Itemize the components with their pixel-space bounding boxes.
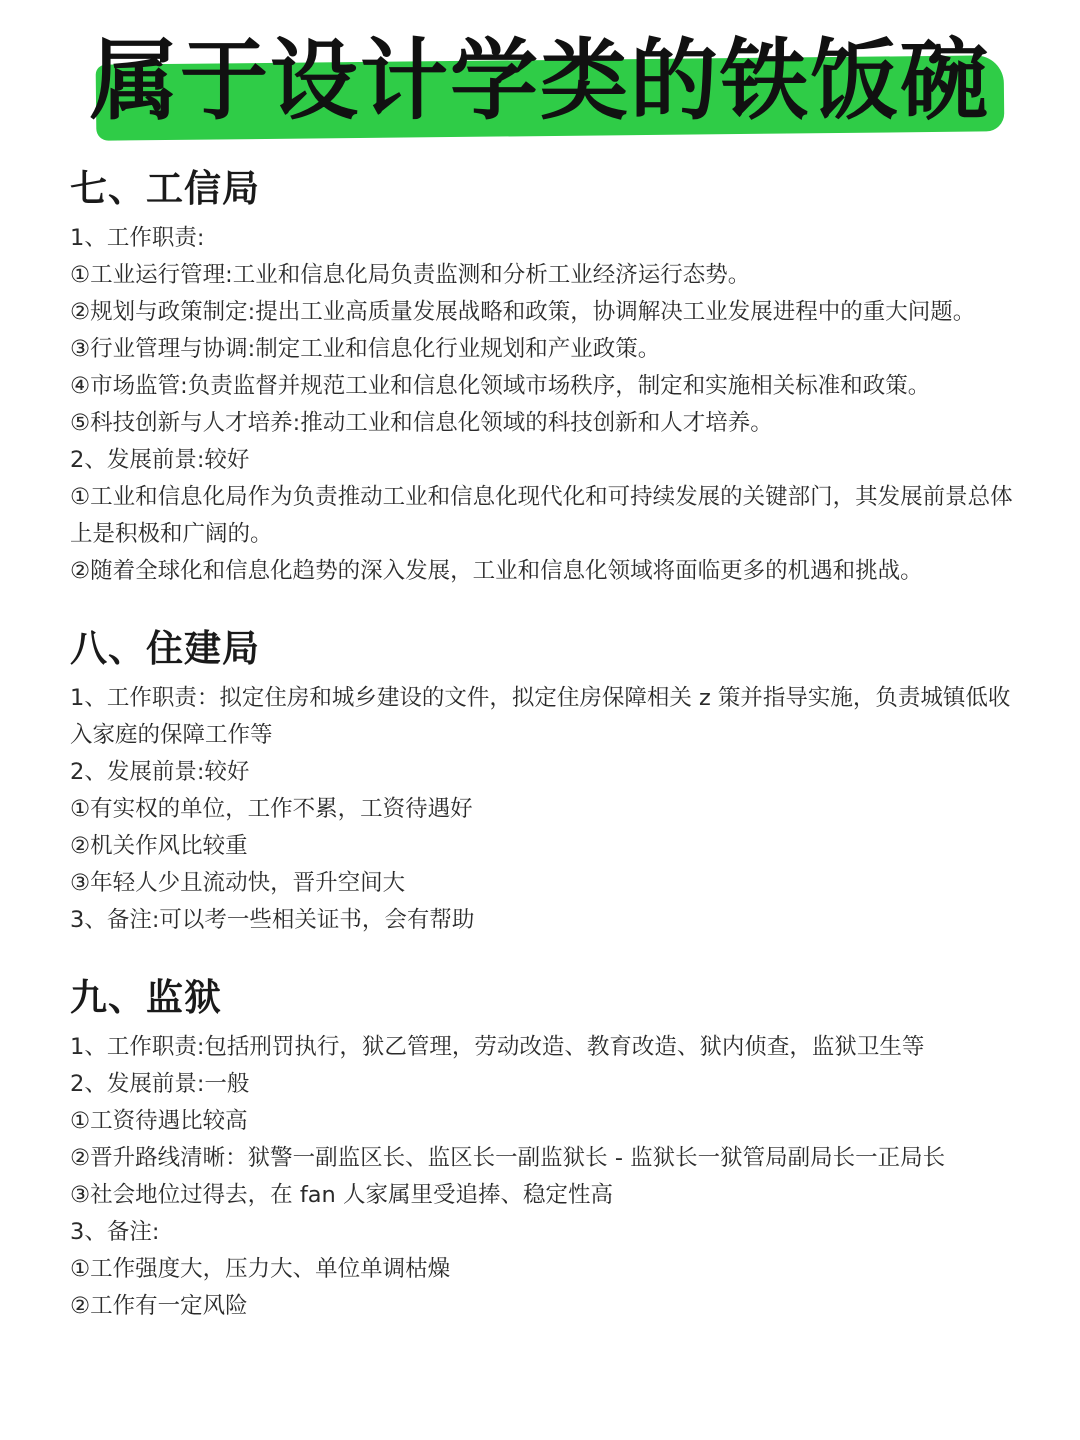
text-line: ④市场监管:负责监督并规范工业和信息化领域市场秩序，制定和实施相关标准和政策。 [70, 373, 931, 399]
text-line: 2、发展前景:较好 [70, 759, 250, 785]
text-line: ⑤科技创新与人才培养:推动工业和信息化领域的科技创新和人才培养。 [70, 410, 773, 436]
text-line: ②机关作风比较重 [70, 833, 248, 859]
section-gongxinju [70, 158, 1015, 590]
text-line: 1、工作职责：拟定住房和城乡建设的文件，拟定住房保障相关 z 策并指导实施，负责城镇低收入家庭的保障工作等 [70, 685, 1011, 748]
text-line: ①工业和信息化局作为负责推动工业和信息化现代化和可持续发展的关键部门，其发展前景总体上是积极和广阔的。 [70, 484, 1013, 547]
text-line: ②工作有一定风险 [70, 1293, 248, 1319]
section-jianyu [70, 967, 1015, 1325]
text-line: ②随着全球化和信息化趋势的深入发展，工业和信息化领域将面临更多的机遇和挑战。 [70, 558, 923, 584]
section-heading: 八、住建局 [70, 627, 260, 670]
text-line: ①工业运行管理:工业和信息化局负责监测和分析工业经济运行态势。 [70, 262, 751, 288]
text-line: ①有实权的单位，工作不累，工资待遇好 [70, 796, 473, 822]
text-line: 1、工作职责: [70, 225, 205, 251]
section-heading: 九、监狱 [70, 976, 222, 1019]
text-line: ③年轻人少且流动快，晋升空间大 [70, 870, 406, 896]
text-line: 1、工作职责:包括刑罚执行，狱乙管理，劳动改造、教育改造、狱内侦查，监狱卫生等 [70, 1034, 925, 1060]
text-line: ①工资待遇比较高 [70, 1108, 248, 1134]
text-line: 3、备注:可以考一些相关证书，会有帮助 [70, 907, 475, 933]
section-heading: 七、工信局 [70, 167, 260, 210]
text-line: ③行业管理与协调:制定工业和信息化行业规划和产业政策。 [70, 336, 661, 362]
text-line: ①工作强度大，压力大、单位单调枯燥 [70, 1256, 451, 1282]
article-body [70, 158, 1015, 1325]
section-zhujianju [70, 618, 1015, 939]
page-title: 属于设计学类的铁饭碗 [89, 29, 990, 132]
text-line: 2、发展前景:一般 [70, 1071, 250, 1097]
text-line: ②晋升路线清晰：狱警一副监区长、监区长一副监狱长 - 监狱长一狱管局副局长一正局长 [70, 1145, 946, 1171]
text-line: ②规划与政策制定:提出工业高质量发展战略和政策，协调解决工业发展进程中的重大问题。 [70, 299, 976, 325]
text-line: ③社会地位过得去，在 fan 人家属里受追捧、稳定性高 [70, 1182, 613, 1208]
title-banner [0, 0, 1080, 160]
text-line: 2、发展前景:较好 [70, 447, 250, 473]
text-line: 3、备注: [70, 1219, 160, 1245]
